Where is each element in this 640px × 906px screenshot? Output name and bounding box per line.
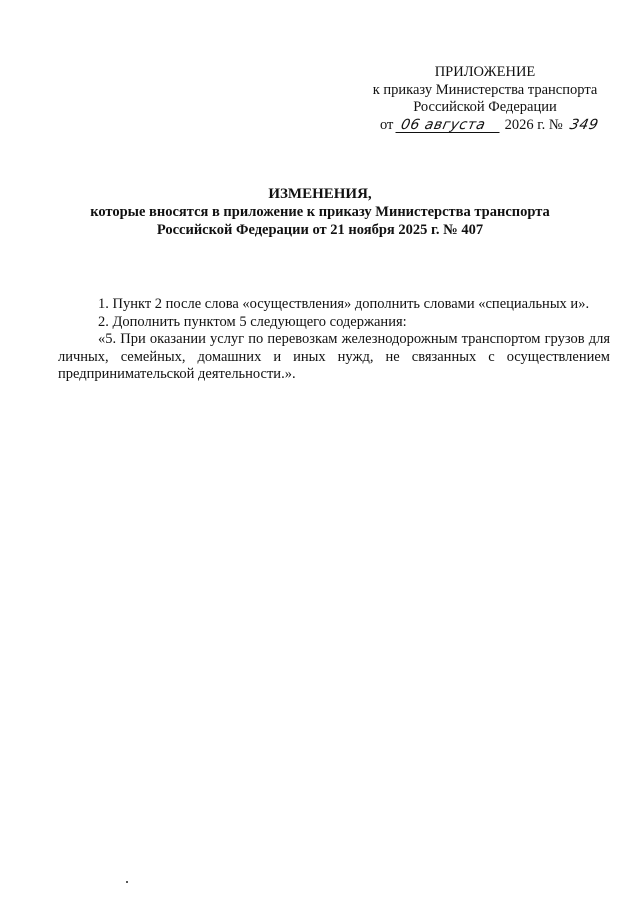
document-title-block (40, 185, 600, 239)
appendix-heading: ПРИЛОЖЕНИЕ (434, 64, 536, 80)
handwritten-date: 06 августа (395, 118, 502, 133)
appendix-header (360, 64, 610, 134)
document-subtitle-line2: Российской Федерации от 21 ноября 2025 г. № 407 (156, 221, 484, 238)
paragraph-1: 1. Пункт 2 после слова «осуществления» дополнить словами «специальных и». (98, 296, 590, 312)
paragraph-2: 2. Дополнить пунктом 5 следующего содержания: (98, 313, 407, 330)
appendix-federation-line: Российской Федерации (413, 99, 557, 115)
appendix-date-line (360, 117, 610, 135)
appendix-order-line: к приказу Министерства транспорта (372, 81, 598, 98)
year-text: 2026 г. № (504, 116, 563, 133)
document-body (58, 296, 610, 384)
document-subtitle-line1: которые вносятся в приложение к приказу Министерства транспорта (90, 204, 550, 220)
date-prefix: от (380, 116, 394, 133)
paragraph-3: «5. При оказании услуг по перевозкам железнодорожным транспортом грузов для личных, семейных, домашних и иных нужд, не связанных с осуществлением предпринимательской деятельности.». (58, 331, 610, 382)
scan-speck (126, 881, 128, 883)
handwritten-number: 349 (568, 116, 601, 133)
document-title: ИЗМЕНЕНИЯ, (268, 186, 372, 202)
